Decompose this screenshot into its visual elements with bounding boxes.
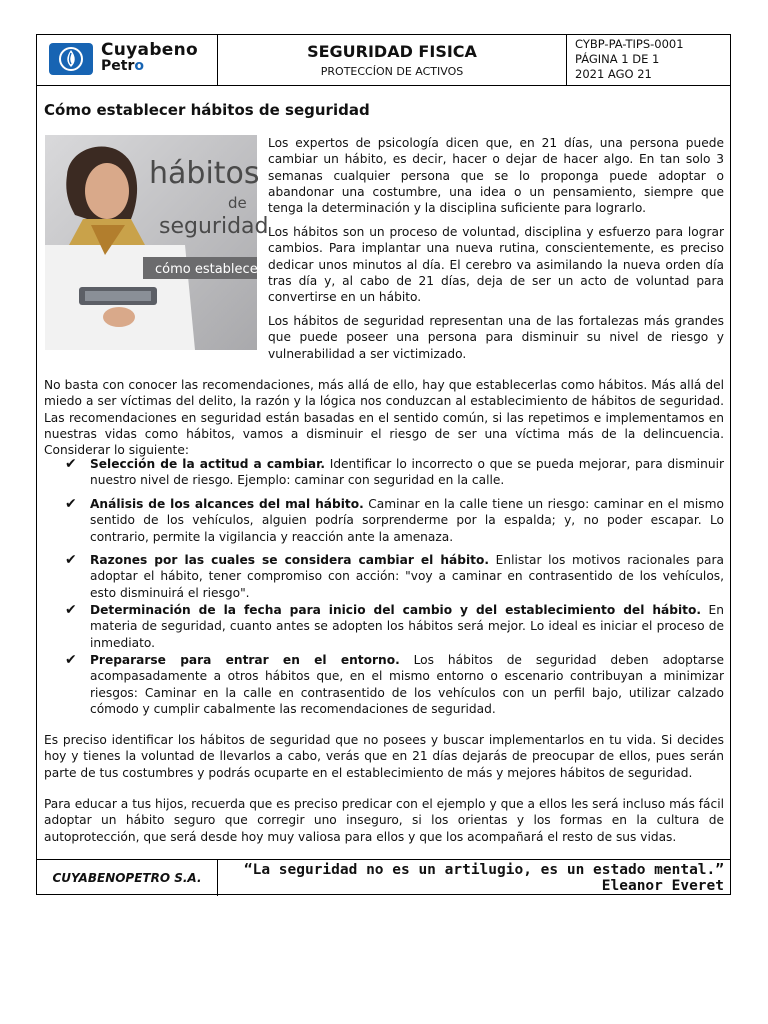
check-icon: ✔	[65, 552, 77, 568]
document-date: 2021 AGO 21	[575, 67, 652, 81]
photo-banner-text: cómo establecer	[155, 262, 264, 277]
checklist-item-text: Enlistar los motivos racionales para adoptar el hábito, tener compromiso con acción: "voy a caminar en contrasentido de los vehículos, esto disminuirá el riesgo".	[90, 553, 724, 600]
intro-paragraph-1: Los expertos de psicología dicen que, en 21 días, una persona puede cambiar un hábito, es decir, hacer o dejar de hacer algo. En tan solo 3 semanas cualquier persona que se lo proponga puede adoptar o abandonar una costumbre, una idea o un pensamiento, siempre que tenga la determinación y la disciplina suficiente para lograrlo.	[268, 136, 724, 216]
logo-cell	[37, 35, 218, 85]
title-cell	[218, 35, 567, 85]
checklist-item-title: Prepararse para entrar en el entorno.	[90, 653, 400, 667]
check-icon: ✔	[65, 496, 77, 512]
checklist-item-text: En materia de seguridad, cuanto antes se adopten los hábitos será mejor. Lo ideal es iniciar el proceso de inmediato.	[90, 603, 724, 650]
closing-paragraph-1: Es preciso identificar los hábitos de seguridad que no posees y buscar implementarlos en tu vida. Si decides hoy y tienes la voluntad de llevarlos a cabo, verás que en 21 días dejarás de preocupar de ellos, pues serán parte de tus costumbres y podrás ocuparte en el establecimiento de más y mejores hábitos de seguridad.	[44, 733, 724, 780]
page-number: PÁGINA 1 DE 1	[575, 52, 660, 66]
document-subtitle: PROTECCÍON DE ACTIVOS	[320, 65, 464, 78]
checklist-item-text: Caminar en la calle tiene un riesgo: caminar en el mismo sentido de los vehículos, alguien podría sorprenderme por la espalda; y, no poder escapar. Lo contrario, permite la vigilancia y reacción ante la amenaza.	[90, 497, 724, 544]
document-page	[36, 34, 731, 895]
footer-quote-author: Eleanor Everet	[601, 878, 724, 894]
section-heading: Cómo establecer hábitos de seguridad	[44, 101, 370, 119]
footer-company: CUYABENOPETRO S.A.	[37, 860, 218, 896]
document-header	[37, 35, 730, 86]
checklist-item-title: Análisis de los alcances del mal hábito.	[90, 497, 364, 511]
cuyabeno-logo-icon	[49, 43, 93, 75]
check-icon: ✔	[65, 602, 77, 618]
check-icon: ✔	[65, 652, 77, 668]
logo-subname: Petro	[101, 58, 144, 74]
checklist-item-text: Identificar lo incorrecto o que se pueda mejorar, para disminuir nuestro nivel de riesgo. Ejemplo: caminar con seguridad en la calle.	[90, 457, 724, 488]
photo-title-line1: hábitos	[149, 156, 260, 191]
checklist-item-text: Los hábitos de seguridad deben adoptarse acompasadamente a otros hábitos que, en el mismo entorno o escenario contribuyan a minimizar riesgos: Caminar en la calle en contrasentido de los vehículos con un perfil bajo, utilizar calzado cómodo y cumplir cabalmente las recomendaciones de seguridad.	[90, 653, 724, 716]
intro-paragraph-3: Los hábitos de seguridad representan una de las fortalezas más grandes que puede poseer una persona para disminuir su nivel de riesgo y vulnerabilidad a ser victimizado.	[268, 314, 724, 361]
body-paragraph: No basta con conocer las recomendaciones, más allá de ello, hay que establecerlas como hábitos. Más allá del miedo a ser víctimas del delito, la razón y la lógica nos conduzcan al establecimiento de hábitos de seguridad. Las recomendaciones en seguridad están basadas en el sentido común, si las repetimos e implementamos en nuestras vidas como hábitos, vamos a disminuir el riesgo de ser una víctima más de la delincuencia. Considerar lo siguiente:	[44, 378, 724, 458]
intro-paragraph-2: Los hábitos son un proceso de voluntad, disciplina y esfuerzo para lograr cambios. Para implantar una nueva rutina, conscientemente, es preciso dedicar unos minutos al día. El cerebro va asimilando la nueva orden día tras día y, al cabo de 21 días, deja de ser un acto de voluntad para convertirse en un hábito.	[268, 225, 724, 305]
document-code-cell	[567, 35, 730, 85]
document-footer	[37, 859, 730, 896]
document-code: CYBP-PA-TIPS-0001	[575, 37, 684, 51]
habits-photo	[45, 135, 269, 350]
photo-title-line3: seguridad	[159, 214, 269, 239]
check-icon: ✔	[65, 456, 77, 472]
closing-paragraph-2: Para educar a tus hijos, recuerda que es preciso predicar con el ejemplo y que a ellos les será incluso más fácil adoptar un hábito seguro que corregir uno inseguro, si los orientas y los formas en la cultura de autoprotección, que será desde hoy muy valiosa para ellos y que los acompañará el resto de sus vidas.	[44, 797, 724, 844]
document-title: SEGURIDAD FISICA	[307, 42, 477, 61]
photo-title-line2: de	[228, 194, 247, 212]
checklist-item-title: Determinación de la fecha para inicio del cambio y del establecimiento del hábito.	[90, 603, 701, 617]
checklist-item-title: Razones por las cuales se considera cambiar el hábito.	[90, 553, 489, 567]
checklist-item-title: Selección de la actitud a cambiar.	[90, 457, 326, 471]
logo-name: Cuyabeno	[101, 40, 199, 60]
footer-quote: “La seguridad no es un artilugio, es un estado mental.”	[243, 862, 724, 878]
